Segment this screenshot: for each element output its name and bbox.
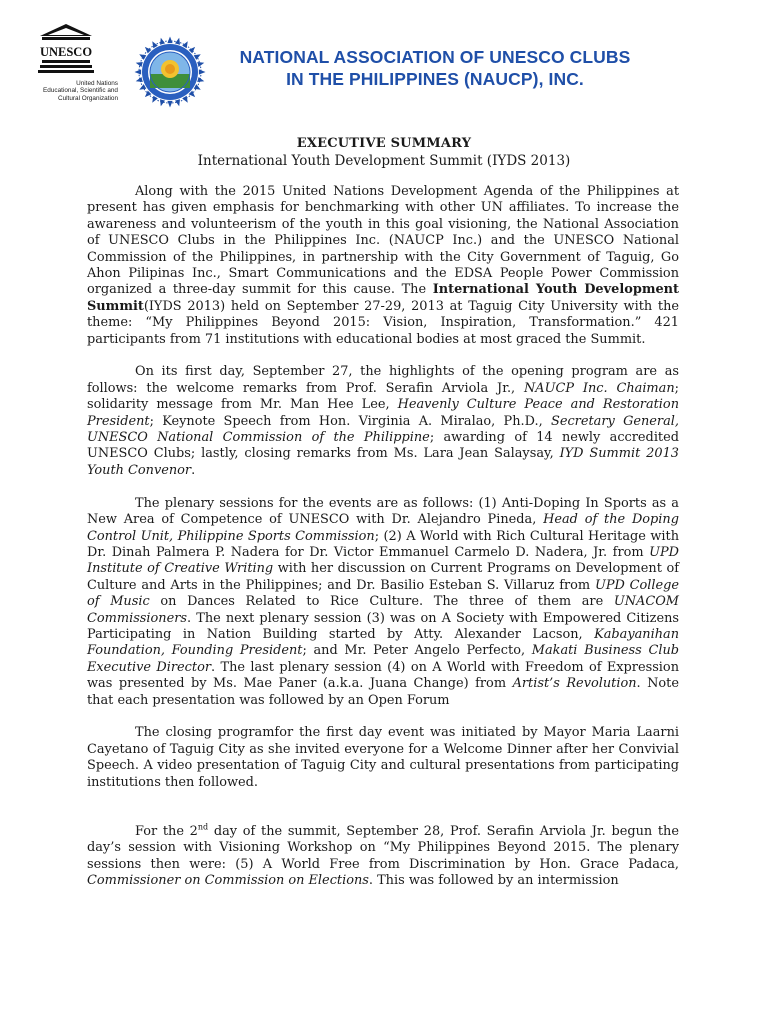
- naucp-seal-icon: [134, 36, 206, 108]
- org-title: [215, 46, 655, 90]
- unesco-caption-line: United Nations: [76, 80, 118, 87]
- paragraph-closing-program: The closing programfor the first day event was initiated by Mayor Maria Laarni Cayetano of Taguig City as she invited everyone for a Welcome Dinner after her Convivial Speech. A video presentation of Taguig City and cultural presentations from participating institutions then followed.: [87, 725, 679, 790]
- document-body: [87, 184, 679, 890]
- org-title-line: IN THE PHILIPPINES (NAUCP), INC.: [286, 69, 584, 89]
- unesco-caption-line: Educational, Scientific and: [43, 87, 118, 95]
- unesco-wordmark: UNESCO: [39, 45, 93, 59]
- unesco-logo: [30, 22, 120, 117]
- paragraph-first-day: On its first day, September 27, the highlights of the opening program are as follows: the welcome remarks from Prof. Serafin Arviola Jr., NAUCP Inc. Chaiman; solidarity message from Mr. Man Hee Lee, Heavenly Culture Peace and Restoration President; Keynote Speech from Hon. Virginia A. Miralao, Ph.D., Secretary General, UNESCO National Commission of the Philippine; awarding of 14 newly accredited UNESCO Clubs; lastly, closing remarks from Ms. Lara Jean Salaysay, IYD Summit 2013 Youth Convenor.: [87, 364, 679, 478]
- paragraph-plenary-sessions: The plenary sessions for the events are as follows: (1) Anti-Doping In Sports as a New Area of Competence of UNESCO with Dr. Alejandro Pineda, Head of the Doping Control Unit, Philippine Sports Commission; (2) A World with Rich Cultural Heritage with Dr. Dinah Palmera P. Nadera for Dr. Victor Emmanuel Carmelo D. Nadera, Jr. from UPD Institute of Creative Writing with her discussion on Current Programs on Development of Culture and Arts in the Philippines; and Dr. Basilio Esteban S. Villaruz from UPD College of Music on Dances Related to Rice Culture. The three of them are UNACOM Commissioners. The next plenary session (3) was on A Society with Empowered Citizens Participating in Nation Building started by Atty. Alexander Lacson, Kabayanihan Foundation, Founding President; and Mr. Peter Angelo Perfecto, Makati Business Club Executive Director. The last plenary session (4) on A World with Freedom of Expression was presented by Ms. Mae Paner (a.k.a. Juana Change) from Artist’s Revolution. Note that each presentation was followed by an Open Forum: [87, 495, 679, 708]
- document-title: EXECUTIVE SUMMARY: [296, 136, 472, 151]
- org-title-line: NATIONAL ASSOCIATION OF UNESCO CLUBS: [239, 47, 631, 67]
- document-subtitle: International Youth Development Summit (IYDS 2013): [197, 153, 571, 169]
- unesco-caption-line: Cultural Organization: [57, 94, 118, 102]
- paragraph-second-day: For the 2nd day of the summit, September 28, Prof. Serafin Arviola Jr. begun the day’s session with Visioning Workshop on “My Philippines Beyond 2015. The plenary sessions then were: (5) A World Free from Discrimination by Hon. Grace Padaca, Commissioner on Commission on Elections. This was followed by an intermission: [87, 822, 679, 889]
- unesco-caption: [30, 80, 118, 102]
- paragraph-intro: Along with the 2015 United Nations Development Agenda of the Philippines at present has given emphasis for benchmarking with other UN affiliates. To increase the awareness and volunteerism of the youth in this goal visioning, the National Association of UNESCO Clubs in the Philippines Inc. (NAUCP Inc.) and the UNESCO National Commission of the Philippines, in partnership with the City Government of Taguig, Go Ahon Pilipinas Inc., Smart Communications and the EDSA People Power Commission organized a three-day summit for this cause. The International Youth Development Summit(IYDS 2013) held on September 27-29, 2013 at Taguig City University with the theme: “My Philippines Beyond 2015: Vision, Inspiration, Transformation.” 421 participants from 71 institutions with educational bodies at most graced the Summit.: [87, 184, 680, 347]
- unesco-temple-icon: [38, 22, 94, 74]
